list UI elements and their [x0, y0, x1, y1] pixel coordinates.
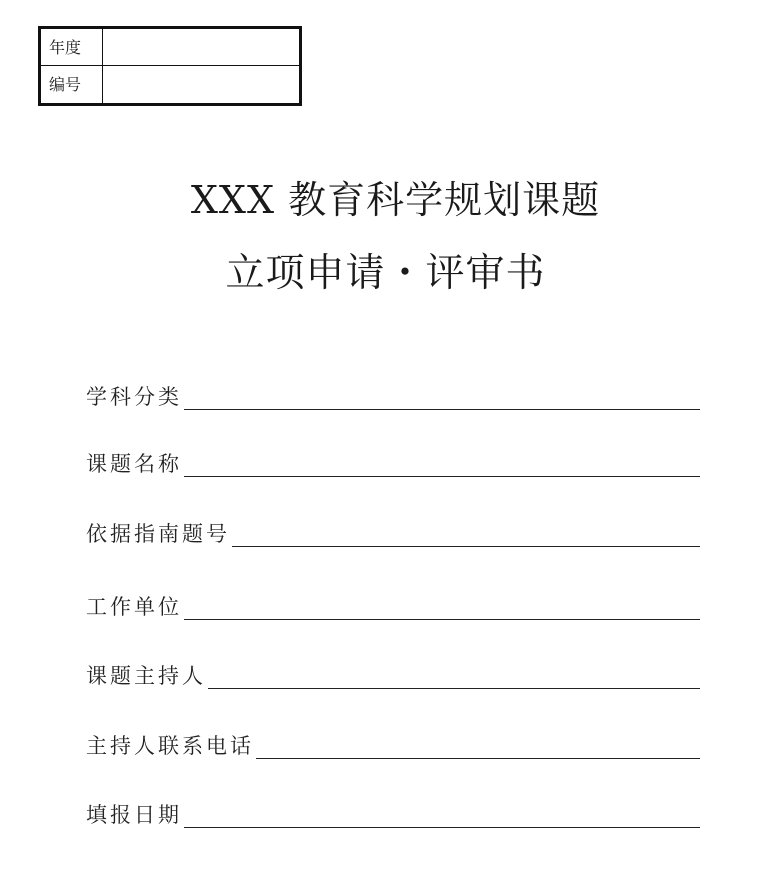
- document-title: XXX 教育科学规划课题: [190, 178, 601, 222]
- field-host-phone: [86, 725, 700, 759]
- meta-table: [38, 26, 302, 106]
- number-label: 编号: [41, 66, 103, 103]
- fill-line[interactable]: [184, 450, 700, 477]
- document-subtitle: 立项申请・评审书: [225, 251, 546, 296]
- field-work-unit: [86, 586, 700, 620]
- field-subject-category: [86, 376, 700, 410]
- fill-line[interactable]: [232, 520, 700, 547]
- fill-line[interactable]: [184, 593, 700, 620]
- number-row: [41, 66, 299, 103]
- field-label: 依据指南题号: [86, 522, 230, 546]
- number-value-field[interactable]: [103, 66, 299, 103]
- field-guide-number: [86, 513, 700, 547]
- fill-line[interactable]: [208, 662, 700, 689]
- year-value-field[interactable]: [103, 29, 299, 65]
- field-project-host: [86, 655, 700, 689]
- field-label: 课题主持人: [86, 664, 206, 688]
- fill-line[interactable]: [184, 801, 700, 828]
- fill-line[interactable]: [256, 732, 700, 759]
- year-label: 年度: [41, 29, 103, 65]
- field-label: 工作单位: [86, 595, 182, 619]
- field-label: 学科分类: [86, 385, 182, 409]
- field-project-name: [86, 443, 700, 477]
- field-label: 主持人联系电话: [86, 734, 254, 758]
- year-row: [41, 29, 299, 66]
- field-label: 课题名称: [86, 452, 182, 476]
- field-fill-date: [86, 794, 700, 828]
- fill-line[interactable]: [184, 383, 700, 410]
- field-label: 填报日期: [86, 803, 182, 827]
